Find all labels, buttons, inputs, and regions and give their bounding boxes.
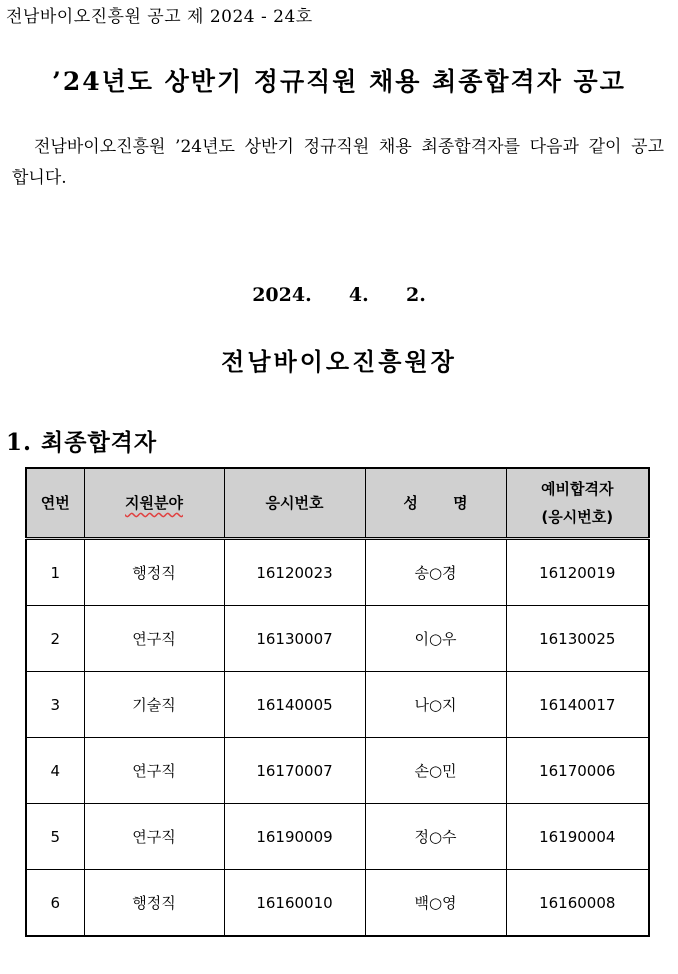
cell-reserve: 16170006: [506, 738, 649, 804]
cell-reserve: 16160008: [506, 870, 649, 937]
table-row: [26, 606, 649, 672]
header-field-label: 지원분야: [125, 494, 183, 512]
cell-index: 5: [26, 804, 84, 870]
cell-field: 행정직: [84, 870, 224, 937]
cell-field: 행정직: [84, 539, 224, 606]
body-paragraph: [12, 132, 664, 194]
cell-exam-number: 16170007: [224, 738, 365, 804]
cell-exam-number: 16140005: [224, 672, 365, 738]
cell-exam-number: 16120023: [224, 539, 365, 606]
cell-exam-number: 16190009: [224, 804, 365, 870]
cell-name: 나○지: [365, 672, 506, 738]
table-row: [26, 672, 649, 738]
cell-name: 이○우: [365, 606, 506, 672]
cell-index: 4: [26, 738, 84, 804]
cell-exam-number: 16160010: [224, 870, 365, 937]
table-row: [26, 870, 649, 937]
table-row: [26, 539, 649, 606]
cell-reserve: 16140017: [506, 672, 649, 738]
cell-name: 백○영: [365, 870, 506, 937]
cell-index: 1: [26, 539, 84, 606]
page-title: ’24년도 상반기 정규직원 채용 최종합격자 공고: [52, 67, 626, 96]
announcement-date: 2024. 4. 2.: [252, 284, 426, 306]
cell-name: 송○경: [365, 539, 506, 606]
finalists-table: [25, 467, 650, 937]
cell-name: 정○수: [365, 804, 506, 870]
cell-reserve: 16120019: [506, 539, 649, 606]
header-exam-number: 응시번호: [224, 468, 365, 539]
header-field: [84, 468, 224, 539]
table-row: [26, 804, 649, 870]
table-row: [26, 738, 649, 804]
cell-exam-number: 16130007: [224, 606, 365, 672]
header-index: 연번: [26, 468, 84, 539]
table-header-row: [26, 468, 649, 539]
cell-reserve: 16190004: [506, 804, 649, 870]
header-reserve-sub: (응시번호): [541, 508, 614, 526]
cell-field: 연구직: [84, 606, 224, 672]
cell-field: 연구직: [84, 804, 224, 870]
notice-number: 전남바이오진흥원 공고 제 2024 - 24호: [6, 7, 313, 27]
body-text: 전남바이오진흥원 ’24년도 상반기 정규직원 채용 최종합격자를 다음과 같이 공고합니다.: [12, 137, 664, 188]
cell-index: 3: [26, 672, 84, 738]
header-name: 성 명: [365, 468, 506, 539]
cell-field: 연구직: [84, 738, 224, 804]
cell-index: 6: [26, 870, 84, 937]
cell-field: 기술직: [84, 672, 224, 738]
signer: 전남바이오진흥원장: [221, 347, 457, 376]
cell-name: 손○민: [365, 738, 506, 804]
cell-reserve: 16130025: [506, 606, 649, 672]
header-reserve-label: 예비합격자: [541, 480, 614, 498]
section-title: 1. 최종합격자: [6, 429, 158, 456]
cell-index: 2: [26, 606, 84, 672]
header-reserve: [506, 468, 649, 539]
